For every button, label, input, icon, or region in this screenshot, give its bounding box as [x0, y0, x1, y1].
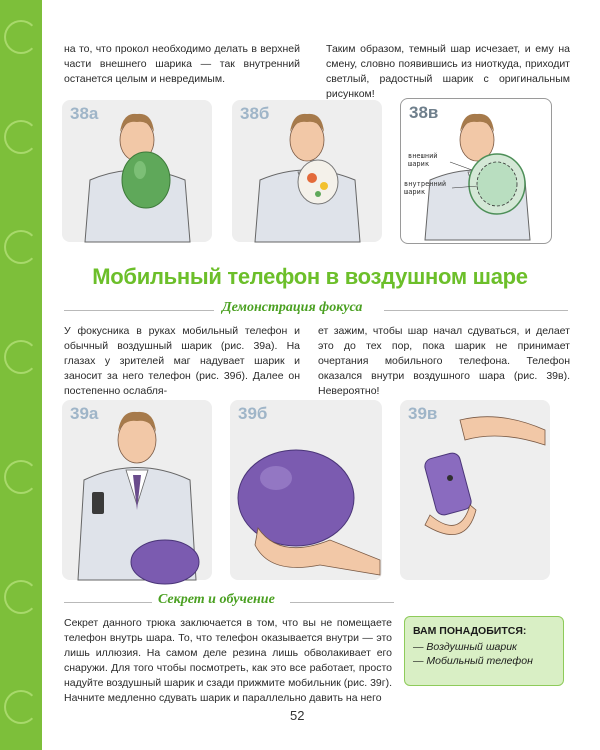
annotation-inner-balloon: шарик [404, 188, 426, 196]
page-number: 52 [290, 708, 305, 723]
materials-item: — Воздушный шарик [413, 641, 518, 653]
heading-rule [64, 602, 152, 603]
secret-paragraph: Секрет данного трюка заключается в том, что вы не помещаете телефон внутрь шара. То, что телефон оказывается внутри — это лишь иллюзия. На самом деле резина лишь обволакивает его снаружи. Для того чтобы посмотреть, как это все работает, просто надуйте воздушный шарик и сзади прижмите мобильник (рис. 39г). Начните медленно сдувать шарик и параллельно давить на него [64, 617, 392, 704]
section-title: Мобильный телефон в воздушном шаре [92, 264, 528, 289]
phone-shaped-balloon [423, 451, 473, 516]
figure-label: 38а [70, 104, 99, 123]
mobile-phone [92, 492, 104, 514]
figure-label: 38б [240, 104, 270, 123]
annotation-outer-balloon: внешний [408, 152, 438, 160]
figure-label: 39а [70, 404, 99, 423]
demo-right-paragraph: ет зажим, чтобы шар начал сдуваться, и делает это до тех пор, пока шарик не принимает очертания мобильного телефона. Телефон оказался внутри воздушного шара (рис. 39в). Невероятно! [318, 325, 570, 397]
inner-balloon [477, 162, 517, 206]
heading-rule [290, 602, 394, 603]
top-right-paragraph: Таким образом, темный шар исчезает, и ему на смену, словно появившись из ниоткуда, приходит светлый, радостный шарик с оригинальным рисунком! [326, 43, 570, 100]
demo-left-paragraph: У фокусника в руках мобильный телефон и обычный воздушный шарик (рис. 39а). На глазах у зрителей маг надувает шарик и заносит за него телефон (рис. 39б). Далее он постепенно ослабля- [64, 325, 300, 397]
figure-label: 39б [238, 404, 268, 423]
materials-box [404, 616, 564, 686]
patterned-balloon [298, 160, 338, 204]
purple-balloon [131, 540, 199, 584]
figure-label: 38в [409, 103, 439, 122]
figure-label: 39в [408, 404, 438, 423]
annotation-outer-balloon: шарик [408, 160, 430, 168]
materials-title: ВАМ ПОНАДОБИТСЯ: [413, 625, 527, 637]
secret-heading: Секрет и обучение [158, 592, 275, 607]
top-left-paragraph: на то, что прокол необходимо делать в верхней части внешнего шарика — так внутренний останется целым и невредимым. [64, 43, 300, 85]
annotation-inner-balloon: внутренний [404, 180, 447, 188]
demo-heading: Демонстрация фокуса [222, 300, 363, 315]
purple-balloon [238, 450, 354, 546]
materials-item: — Мобильный телефон [413, 655, 533, 667]
green-balloon [122, 152, 170, 208]
hand-illustration [460, 417, 545, 445]
